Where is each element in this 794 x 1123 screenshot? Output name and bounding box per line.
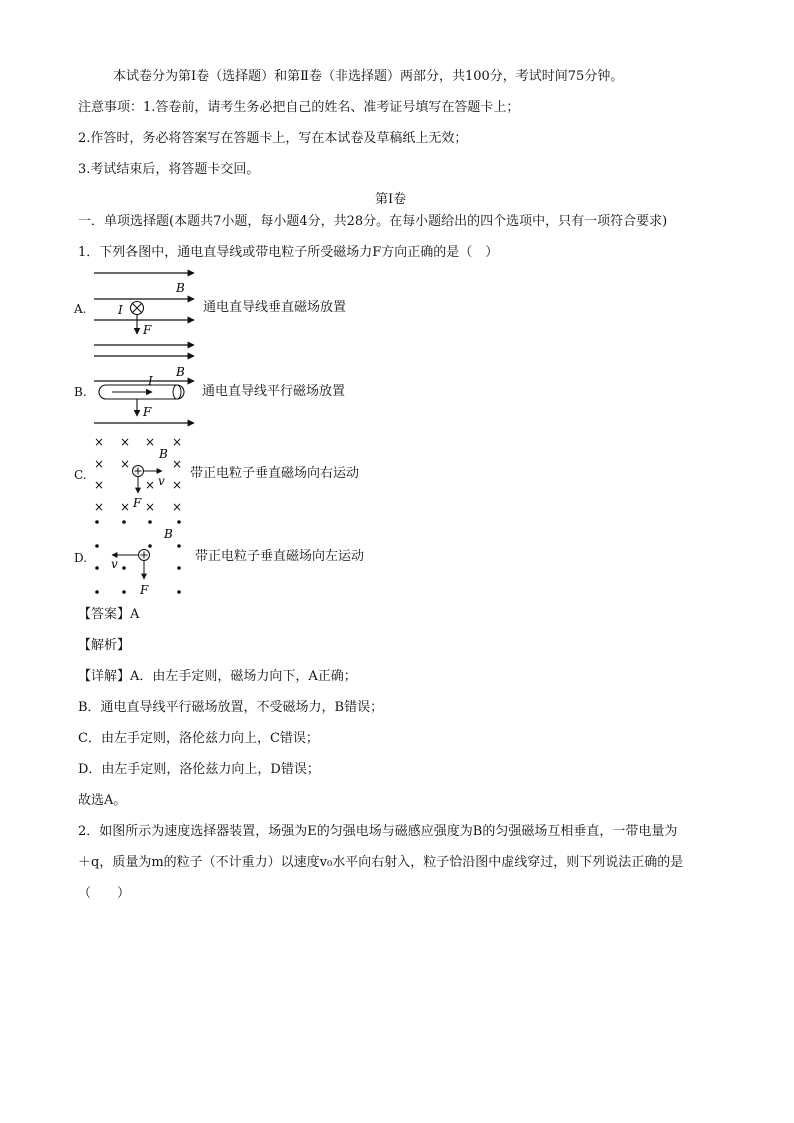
- svg-text:×: ×: [145, 478, 156, 492]
- answer-tag: 【答案】A: [78, 607, 140, 622]
- label-b: B: [164, 527, 173, 541]
- exam-note-3: 3.考试结束后，将答题卡交回。: [78, 162, 260, 177]
- svg-text:×: ×: [172, 478, 183, 492]
- svg-text:×: ×: [120, 435, 131, 449]
- svg-text:×: ×: [94, 478, 105, 492]
- exam-intro: 本试卷分为第Ⅰ卷（选择题）和第Ⅱ卷（非选择题）两部分，共100分，考试时间75分钟。: [113, 69, 624, 84]
- detail-line-c: C．由左手定则，洛伦兹力向上，C错误；: [78, 731, 319, 746]
- detail-line-d: D．由左手定则，洛伦兹力向上，D错误；: [78, 762, 320, 777]
- label-f: F: [143, 405, 152, 419]
- label-b: B: [159, 447, 168, 461]
- detail-line-b: B．通电直导线平行磁场放置，不受磁场力，B错误；: [78, 700, 384, 715]
- option-c-letter: C.: [74, 468, 87, 482]
- svg-text:×: ×: [94, 435, 105, 449]
- current-into-page-icon: [131, 302, 144, 315]
- svg-text:×: ×: [94, 457, 105, 471]
- label-i: I: [148, 374, 153, 388]
- label-v: v: [158, 474, 165, 488]
- detail-line-a: 【详解】A．由左手定则，磁场力向下，A正确；: [78, 669, 357, 684]
- question-2-line-1: 2．如图所示为速度选择器装置，场强为E的匀强电场与磁感应强度为B的匀强磁场互相垂直，一带电量为: [78, 824, 678, 839]
- positive-charge-icon: [133, 466, 144, 477]
- question-2-line-3: （ ）: [78, 886, 131, 901]
- label-v: v: [111, 557, 118, 571]
- question-2-line-2: ＋q，质量为m的粒子（不计重力）以速度v₀水平向右射入，粒子恰沿图中虚线穿过，则下列说法正确的是: [78, 855, 684, 870]
- option-c-figure: [88, 433, 188, 513]
- option-d-figure: [88, 516, 188, 598]
- option-a-caption: 通电直导线垂直磁场放置: [203, 300, 347, 315]
- option-b-figure: [88, 352, 198, 438]
- exam-note-1: 注意事项：1.答卷前，请考生务必把自己的姓名、准考证号填写在答题卡上；: [78, 100, 520, 115]
- option-d-letter: D.: [74, 551, 88, 565]
- svg-text:×: ×: [94, 500, 105, 513]
- option-c-caption: 带正电粒子垂直磁场向右运动: [190, 466, 360, 481]
- option-a-letter: A.: [74, 302, 87, 316]
- svg-text:×: ×: [172, 457, 183, 471]
- label-f: F: [143, 323, 152, 337]
- label-b: B: [176, 281, 185, 295]
- svg-text:×: ×: [172, 435, 183, 449]
- analysis-tag: 【解析】: [78, 638, 131, 653]
- question-1-stem: 1．下列各图中，通电直导线或带电粒子所受磁场力F方向正确的是（ ）: [78, 245, 499, 260]
- detail-conclusion: 故选A。: [78, 793, 127, 808]
- section-title: 第Ⅰ卷: [375, 192, 407, 207]
- exam-note-2: 2.作答时，务必将答案写在答题卡上，写在本试卷及草稿纸上无效；: [78, 131, 468, 146]
- svg-text:×: ×: [120, 500, 131, 513]
- option-b-letter: B.: [74, 385, 87, 399]
- svg-text:×: ×: [120, 457, 131, 471]
- label-i: I: [118, 303, 123, 317]
- label-b: B: [176, 365, 185, 379]
- label-f: F: [140, 583, 149, 597]
- label-f: F: [133, 496, 142, 510]
- option-a-figure: [88, 266, 198, 356]
- svg-text:×: ×: [145, 435, 156, 449]
- option-d-caption: 带正电粒子垂直磁场向左运动: [195, 549, 365, 564]
- svg-text:×: ×: [145, 500, 156, 513]
- option-b-caption: 通电直导线平行磁场放置: [202, 384, 346, 399]
- section-heading: 一．单项选择题(本题共7小题，每小题4分，共28分。在每小题给出的四个选项中，只有一项符合要求): [78, 214, 668, 229]
- svg-text:×: ×: [172, 500, 183, 513]
- positive-charge-icon: [139, 550, 150, 561]
- wire-icon: [99, 385, 184, 399]
